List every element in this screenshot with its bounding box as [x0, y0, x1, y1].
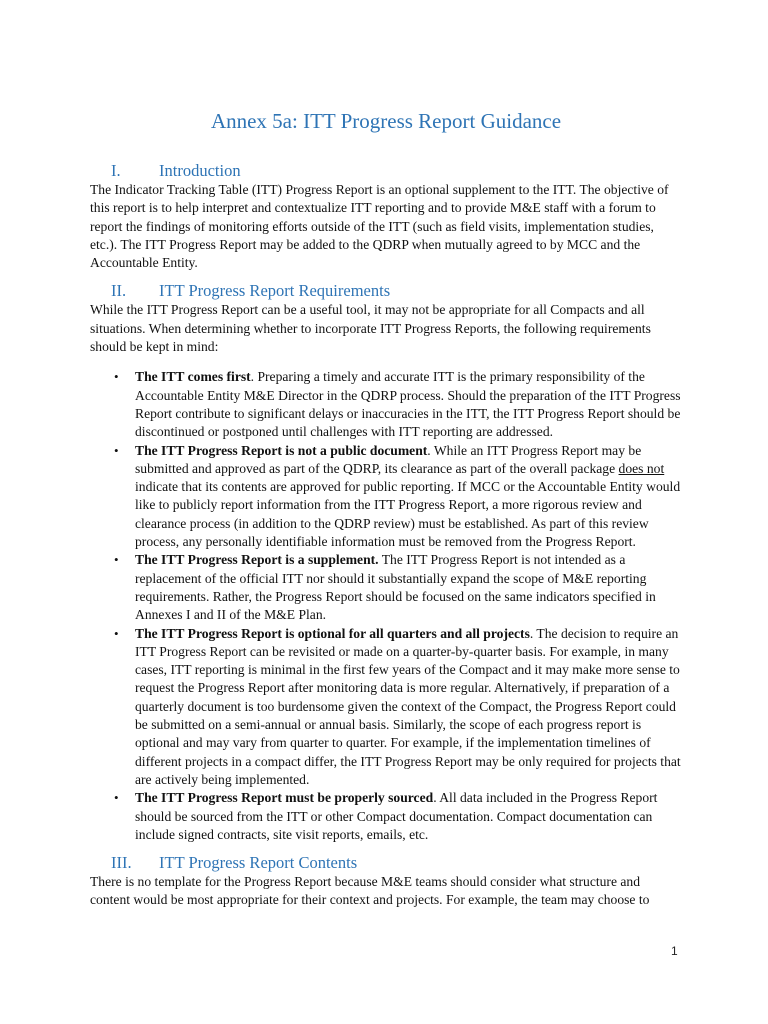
list-item-lead: The ITT Progress Report is not a public document	[135, 442, 428, 458]
list-item	[90, 789, 682, 844]
list-item-text: . All data included in the Progress Report should be sourced from the ITT or other Compact documentation. Compact documentation can include signed contracts, site visit reports, emails, etc.	[135, 790, 658, 842]
requirements-list	[90, 368, 682, 844]
list-item-text: The ITT Progress Report is not intended as a replacement of the official ITT nor should it substantially expand the scope of M&E reporting requirements. Rather, the Progress Report should be focused on the same indicators specified in Annexes I and II of the M&E Plan.	[135, 552, 656, 623]
list-item-text: . Preparing a timely and accurate ITT is the primary responsibility of the Accountable Entity M&E Director in the QDRP process. Should the preparation of the ITT Progress Report contribute to significant delays or inaccuracies in the ITT, the ITT Progress Report should be discontinued or postponed until challenges with ITT reporting are addressed.	[135, 369, 681, 440]
bullet-icon: •	[114, 369, 119, 385]
bullet-icon: •	[114, 625, 119, 641]
section-heading-introduction	[90, 161, 682, 181]
list-item	[90, 625, 682, 790]
introduction-paragraph: The Indicator Tracking Table (ITT) Progress Report is an optional supplement to the ITT. The objective of this report is to help interpret and contextualize ITT reporting and to provide M&E staff with a forum to report the findings of monitoring efforts outside of the ITT (such as field visits, implementation studies, etc.). The ITT Progress Report may be added to the QDRP when mutually agreed to by MCC and the Accountable Entity.	[90, 182, 669, 271]
section-title: ITT Progress Report Contents	[159, 853, 358, 873]
requirements-intro-paragraph: While the ITT Progress Report can be a useful tool, it may not be appropriate for all Compacts and all situations. When determining whether to incorporate ITT Progress Reports, the following requirements should be kept in mind:	[90, 302, 651, 355]
page-number: 1	[671, 944, 678, 958]
list-item-text: indicate that its contents are approved for public reporting. If MCC or the Accountable Entity would like to publicly report information from the ITT Progress Report, a more rigorous review and clearance process (in addition to the QDRP review) must be established. As part of this review process, any personally identifiable information must be removed from the Progress Report.	[135, 479, 681, 550]
list-item	[90, 368, 682, 441]
section-number: I.	[111, 161, 121, 180]
bullet-icon: •	[114, 552, 119, 568]
section-heading-contents	[90, 853, 682, 873]
list-item-lead: The ITT Progress Report is a supplement.	[135, 552, 379, 568]
underlined-emphasis: does not	[618, 460, 665, 476]
list-item-lead: The ITT Progress Report is optional for all quarters and all projects	[135, 625, 530, 641]
page-content	[90, 108, 682, 910]
list-item-text: . While an ITT Progress Report may be submitted and approved as part of the QDRP, its clearance as part of the overall package	[135, 442, 642, 476]
contents-paragraph: There is no template for the Progress Report because M&E teams should consider what structure and content would be most appropriate for their context and projects. For example, the team may choose to	[90, 874, 650, 908]
list-item-lead: The ITT Progress Report must be properly sourced	[135, 790, 434, 806]
section-title: Introduction	[159, 161, 241, 180]
list-item-text: . The decision to require an ITT Progress Report can be revisited or made on a quarter-by-quarter basis. For example, in many cases, ITT reporting is minimal in the first few years of the Compact and it may make more sense to request the Progress Report after monitoring data is more regular. Alternatively, if preparation of a quarterly document is too burdensome given the context of the Compact, the Progress Report could be submitted on a semi-annual or annual basis. Similarly, the scope of each progress report is optional and may vary from quarter to quarter. For example, if the implementation timelines of different projects in a compact differ, the ITT Progress Report may be only required for projects that are actively being implemented.	[135, 625, 681, 787]
list-item-lead: The ITT comes first	[135, 369, 251, 385]
document-title: Annex 5a: ITT Progress Report Guidance	[210, 109, 562, 133]
list-item	[90, 551, 682, 624]
section-title: ITT Progress Report Requirements	[159, 281, 391, 301]
section-number: III.	[111, 853, 132, 873]
bullet-icon: •	[114, 442, 119, 458]
list-item	[90, 442, 682, 552]
section-number: II.	[111, 281, 127, 301]
bullet-icon: •	[114, 790, 119, 806]
section-heading-requirements	[90, 281, 682, 301]
